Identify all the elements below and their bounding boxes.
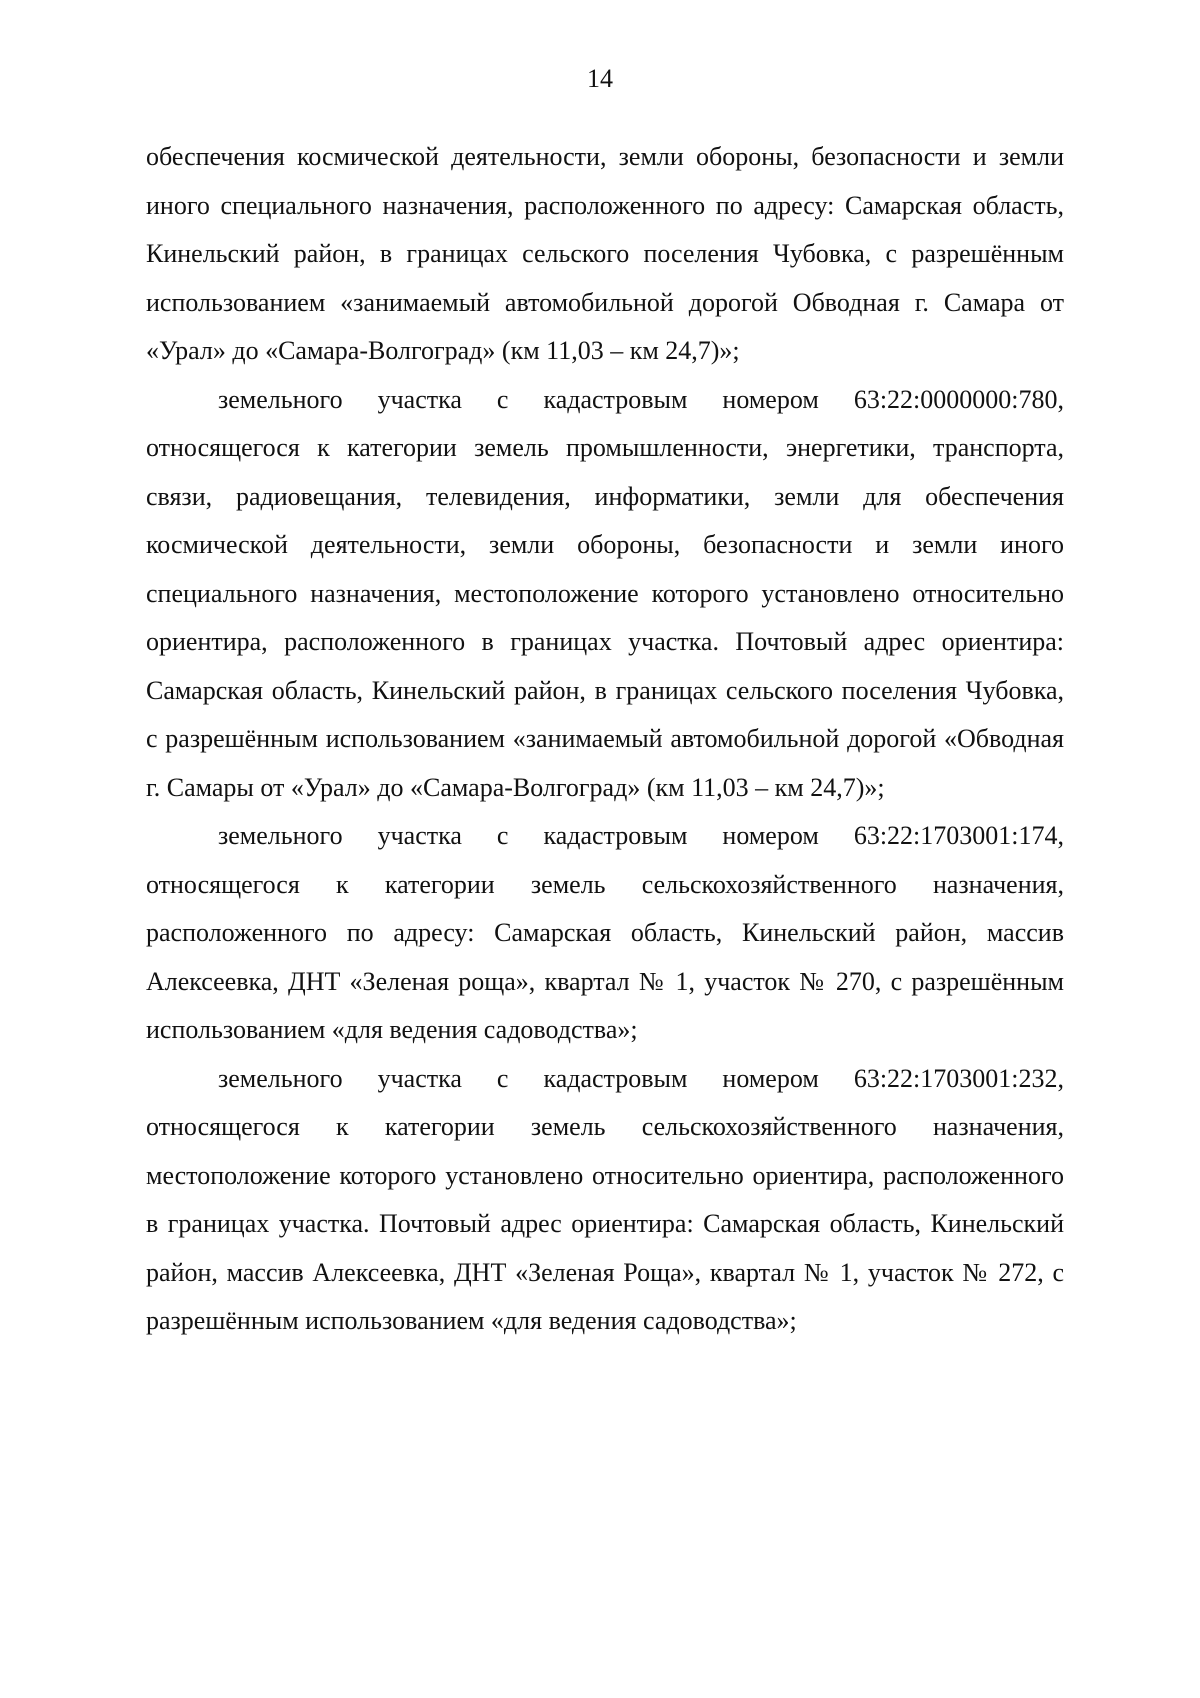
paragraph-parcel-232: земельного участка с кадастровым номером 63:22:1703001:232, относящегося к категории земель сельскохозяйственного назначения, местоположение которого установлено относительно ориентира, расположенного в границах участка. Почтовый адрес ориентира: Самарская область, Кинельский район, массив Алексеевка, ДНТ «Зеленая Роща», квартал № 1, участок № 272, с разрешённым использованием «для ведения садоводства»; [146,1063,1064,1335]
page-number: 14 [587,64,613,93]
paragraph-parcel-780: земельного участка с кадастровым номером 63:22:0000000:780, относящегося к категории земель промышленности, энергетики, транспорта, связи, радиовещания, телевидения, информатики, земли для обеспечения космической деятельности, земли обороны, безопасности и земли иного специального назначения, местоположение которого установлено относительно ориентира, расположенного в границах участка. Почтовый адрес ориентира: Самарская область, Кинельский район, в границах сельского поселения Чубовка, с разрешённым использованием «занимаемый автомобильной дорогой «Обводная г. Самары от «Урал» до «Самара-Волгоград» (км 11,03 – км 24,7)»; [146,384,1064,802]
paragraph-parcel-174: земельного участка с кадастровым номером 63:22:1703001:174, относящегося к категории земель сельскохозяйственного назначения, расположенного по адресу: Самарская область, Кинельский район, массив Алексеевка, ДНТ «Зеленая роща», квартал № 1, участок № 270, с разрешённым использованием «для ведения садоводства»; [146,821,1064,1044]
document-body [146,133,1064,1346]
paragraph-continued: обеспечения космической деятельности, земли обороны, безопасности и земли иного специального назначения, расположенного по адресу: Самарская область, Кинельский район, в границах сельского поселения Чубовка, с разрешённым использованием «занимаемый автомобильной дорогой Обводная г. Самара от «Урал» до «Самара-Волгоград» (км 11,03 – км 24,7)»; [146,142,1064,365]
